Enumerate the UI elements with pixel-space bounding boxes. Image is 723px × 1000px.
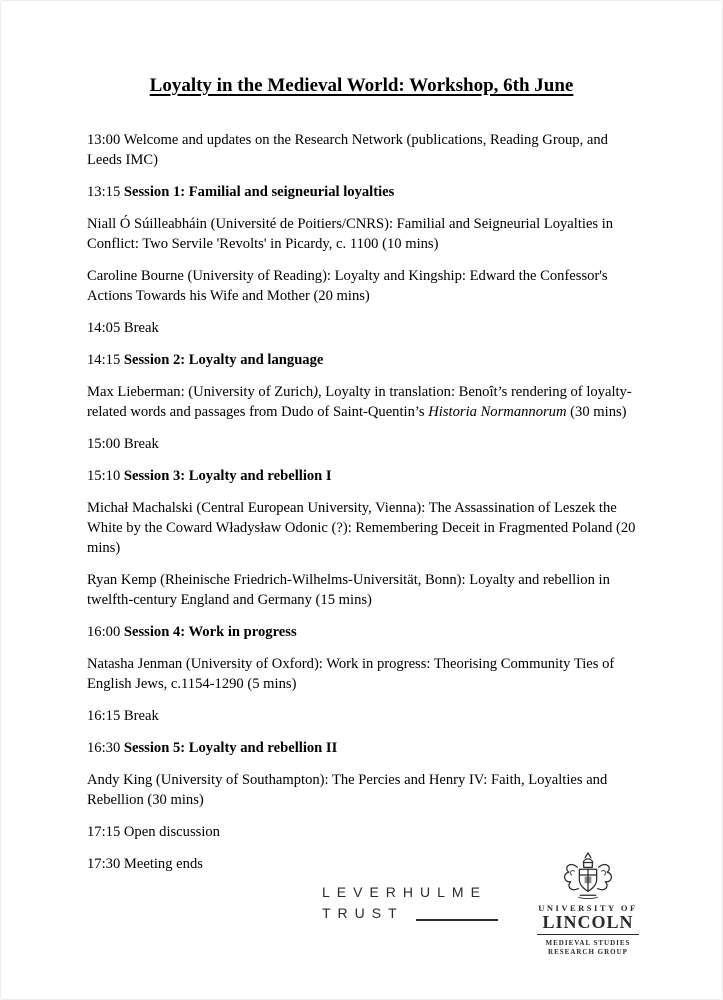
schedule-entry-text: 13:00 Welcome and updates on the Research Network (publications, Reading Group, and Leeds IMC) <box>87 132 608 168</box>
schedule-entry-text: Natasha Jenman (University of Oxford): Work in progress: Theorising Community Ties of English Jews, c.1154-1290 (5 mins) <box>87 656 615 692</box>
schedule-entry <box>87 318 636 338</box>
schedule-entry-text: Niall Ó Súilleabháin (Université de Poitiers/CNRS): Familial and Seigneurial Loyalties in Conflict: Two Servile 'Revolts' in Picardy, c. 1100 (10 mins) <box>87 216 614 252</box>
university-of-lincoln-logo <box>537 851 639 956</box>
schedule-entry-text: Michał Machalski (Central European University, Vienna): The Assassination of Leszek the White by the Coward Władysław Odonic (?): Remembering Deceit in Fragmented Poland (20 mins) <box>87 500 636 556</box>
leverhulme-logo-line2-row <box>322 903 498 924</box>
schedule-entry-text: 17:15 Open discussion <box>87 824 220 840</box>
lincoln-group-line2: RESEARCH GROUP <box>548 947 628 956</box>
schedule-entry <box>87 182 636 202</box>
leverhulme-trust-logo <box>322 882 498 924</box>
schedule-entry <box>87 466 636 486</box>
schedule-entry-text: 15:00 Break <box>87 436 159 452</box>
schedule-entry-text: 14:05 Break <box>87 320 159 336</box>
leverhulme-logo-line2: TRUST <box>322 905 404 921</box>
schedule-entry-text: Andy King (University of Southampton): The Percies and Henry IV: Faith, Loyalties and Rebellion (30 mins) <box>87 772 608 808</box>
schedule-entry <box>87 434 636 454</box>
schedule-entry <box>87 570 636 610</box>
schedule-entry <box>87 738 636 758</box>
schedule-entry-text: Session 3: Loyalty and rebellion I <box>123 468 332 484</box>
page-title: Loyalty in the Medieval World: Workshop, 6th June <box>149 75 574 96</box>
schedule-entry <box>87 498 636 558</box>
university-of-lincoln-crest-icon <box>559 851 617 901</box>
schedule-entry <box>87 706 636 726</box>
schedule-entry-text: Session 5: Loyalty and rebellion II <box>123 740 338 756</box>
schedule-entry-text: Ryan Kemp (Rheinische Friedrich-Wilhelms-Universität, Bonn): Loyalty and rebellion in twelfth-century England and Germany (15 mins) <box>87 572 610 608</box>
schedule-entry-text: 15:10 <box>87 468 124 484</box>
schedule-entry-text: 16:30 <box>87 740 124 756</box>
schedule-entry-text: Session 4: Work in progress <box>123 624 297 640</box>
schedule-entry <box>87 654 636 694</box>
schedule-entry-text: Loyalty in translation: Benoît’s rendering of loyalty-related words and passages from Dudo of Saint-Quentin’s <box>87 384 632 420</box>
schedule-entry-text: (30 mins) <box>566 404 627 420</box>
document-content <box>87 1 636 886</box>
schedule-entry-text: Max Lieberman: (University of Zurich <box>87 384 314 400</box>
schedule-entry <box>87 130 636 170</box>
schedule-entry-text: 16:00 <box>87 624 124 640</box>
schedule-entry-text: 16:15 Break <box>87 708 159 724</box>
schedule <box>87 130 636 874</box>
schedule-entry-text: Session 2: Loyalty and language <box>123 352 324 368</box>
schedule-entry-text: Historia Normannorum <box>428 404 567 420</box>
schedule-entry <box>87 382 636 422</box>
schedule-entry <box>87 770 636 810</box>
leverhulme-logo-line1: LEVERHULME <box>322 884 487 900</box>
schedule-entry-text: 17:30 Meeting ends <box>87 856 203 872</box>
schedule-entry <box>87 350 636 370</box>
schedule-entry <box>87 266 636 306</box>
schedule-entry-text: ), <box>313 384 322 400</box>
lincoln-group-line1: MEDIEVAL STUDIES <box>545 939 631 947</box>
schedule-entry-text: 13:15 <box>87 184 124 200</box>
leverhulme-logo-underline <box>416 919 498 921</box>
schedule-entry-text: Caroline Bourne (University of Reading): Loyalty and Kingship: Edward the Confessor's Actions Towards his Wife and Mother (20 mins) <box>87 268 608 304</box>
schedule-entry-text: Session 1: Familial and seigneurial loyalties <box>123 184 395 200</box>
schedule-entry <box>87 822 636 842</box>
schedule-entry <box>87 622 636 642</box>
lincoln-university-of-text: UNIVERSITY OF <box>538 903 638 913</box>
lincoln-name-text: LINCOLN <box>537 913 639 935</box>
schedule-entry-text: 14:15 <box>87 352 124 368</box>
schedule-entry <box>87 214 636 254</box>
